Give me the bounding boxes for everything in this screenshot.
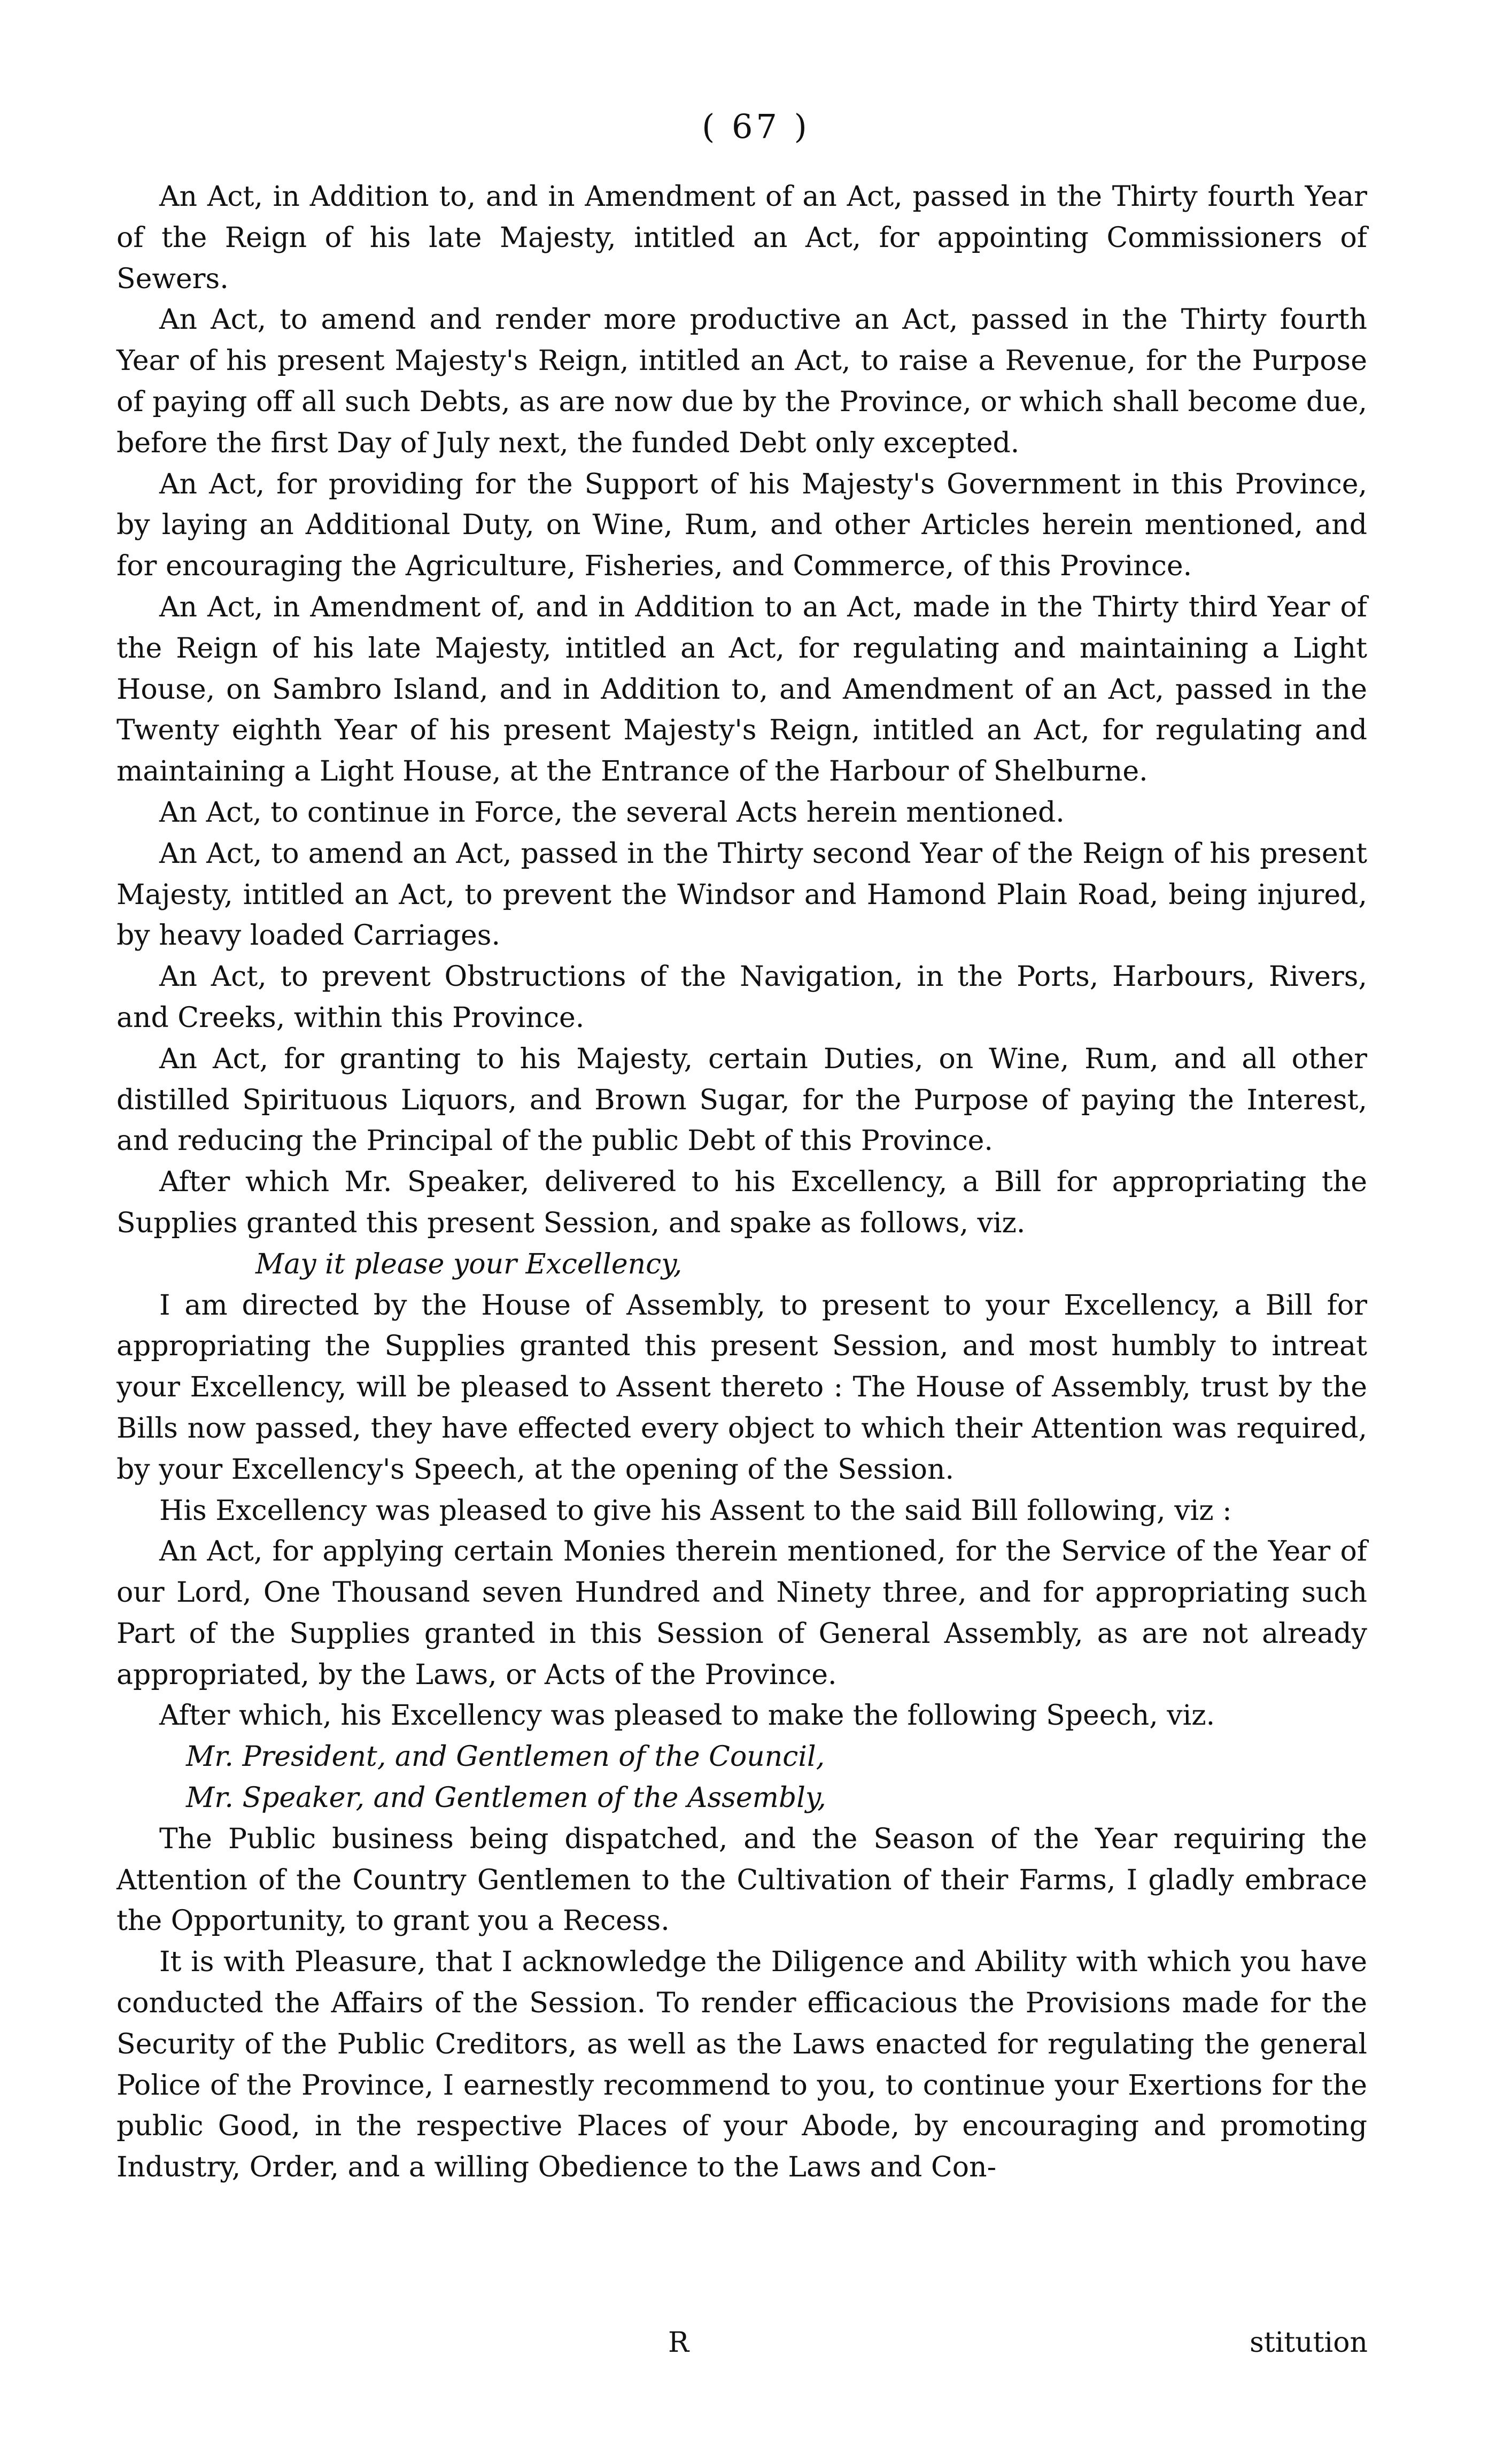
signature-mark: R bbox=[668, 2327, 689, 2359]
paragraph: After which, his Excellency was pleased to make the following Speech, viz. bbox=[159, 1700, 1215, 1732]
salutation: Mr. Speaker, and Gentlemen of the Assembly, bbox=[186, 1782, 826, 1814]
paragraph: After which Mr. Speaker, delivered to his Excellency, a Bill for appropriating the Supplies granted this present Session, and spake as follows, viz. bbox=[117, 1166, 1367, 1239]
catchword: stitution bbox=[1250, 2327, 1368, 2359]
text-body bbox=[117, 176, 1367, 2188]
paragraph: It is with Pleasure, that I acknowledge the Diligence and Ability with which you have conducted the Affairs of the Session. To render efficacious the Provisions made for the Security of the Public Creditors, as well as the Laws enacted for regulating the general Police of the Province, I earnestly recommend to you, to continue your Exertions for the public Good, in the respective Places of your Abode, by encouraging and promoting Industry, Order, and a willing Obedience to the Laws and Con- bbox=[117, 1946, 1367, 2184]
paragraph: An Act, for granting to his Majesty, certain Duties, on Wine, Rum, and all other distilled Spirituous Liquors, and Brown Sugar, for the Purpose of paying the Interest, and reducing the Principal of the public Debt of this Province. bbox=[117, 1043, 1367, 1157]
paragraph: An Act, to amend and render more productive an Act, passed in the Thirty fourth Year of his present Majesty's Reign, intitled an Act, to raise a Revenue, for the Purpose of paying off all such Debts, as are now due by the Province, or which shall become due, before the first Day of July next, the funded Debt only excepted. bbox=[117, 304, 1367, 459]
salutation: Mr. President, and Gentlemen of the Council, bbox=[186, 1741, 825, 1773]
paragraph: An Act, in Addition to, and in Amendment of an Act, passed in the Thirty fourth Year of the Reign of his late Majesty, intitled an Act, for appointing Commissioners of Sewers. bbox=[117, 181, 1367, 295]
paragraph: An Act, in Amendment of, and in Addition to an Act, made in the Thirty third Year of the Reign of his late Majesty, intitled an Act, for regulating and maintaining a Light House, on Sambro Island, and in Addition to, and Amendment of an Act, passed in the Twenty eighth Year of his present Majesty's Reign, intitled an Act, for regulating and maintaining a Light House, at the Entrance of the Harbour of Shelburne. bbox=[117, 591, 1367, 788]
paragraph: An Act, for applying certain Monies therein mentioned, for the Service of the Year of our Lord, One Thousand seven Hundred and Ninety three, and for appropriating such Part of the Supplies granted in this Session of General Assembly, as are not already appropriated, by the Laws, or Acts of the Province. bbox=[117, 1535, 1367, 1691]
paragraph: An Act, for providing for the Support of his Majesty's Government in this Province, by laying an Additional Duty, on Wine, Rum, and other Articles herein mentioned, and for encouraging the Agriculture, Fisheries, and Commerce, of this Province. bbox=[117, 468, 1367, 583]
paragraph: An Act, to continue in Force, the several Acts herein mentioned. bbox=[159, 796, 1065, 829]
paragraph: The Public business being dispatched, and the Season of the Year requiring the Attention of the Country Gentlemen to the Cultivation of their Farms, I gladly embrace the Opportunity, to grant you a Recess. bbox=[117, 1823, 1367, 1937]
salutation: May it please your Excellency, bbox=[255, 1248, 683, 1280]
paragraph: I am directed by the House of Assembly, to present to your Excellency, a Bill for appropriating the Supplies granted this present Session, and most humbly to intreat your Excellency, will be pleased to Assent thereto : The House of Assembly, trust by the Bills now passed, they have effected every object to which their Attention was required, by your Excellency's Speech, at the opening of the Session. bbox=[117, 1289, 1367, 1486]
paragraph: An Act, to amend an Act, passed in the Thirty second Year of the Reign of his present Majesty, intitled an Act, to prevent the Windsor and Hamond Plain Road, being injured, by heavy loaded Carriages. bbox=[117, 837, 1367, 952]
paragraph: His Excellency was pleased to give his Assent to the said Bill following, viz : bbox=[159, 1494, 1232, 1527]
page-number: ( 67 ) bbox=[702, 107, 810, 146]
paragraph: An Act, to prevent Obstructions of the Navigation, in the Ports, Harbours, Rivers, and Creeks, within this Province. bbox=[117, 961, 1367, 1034]
page-footer bbox=[0, 2327, 1512, 2369]
